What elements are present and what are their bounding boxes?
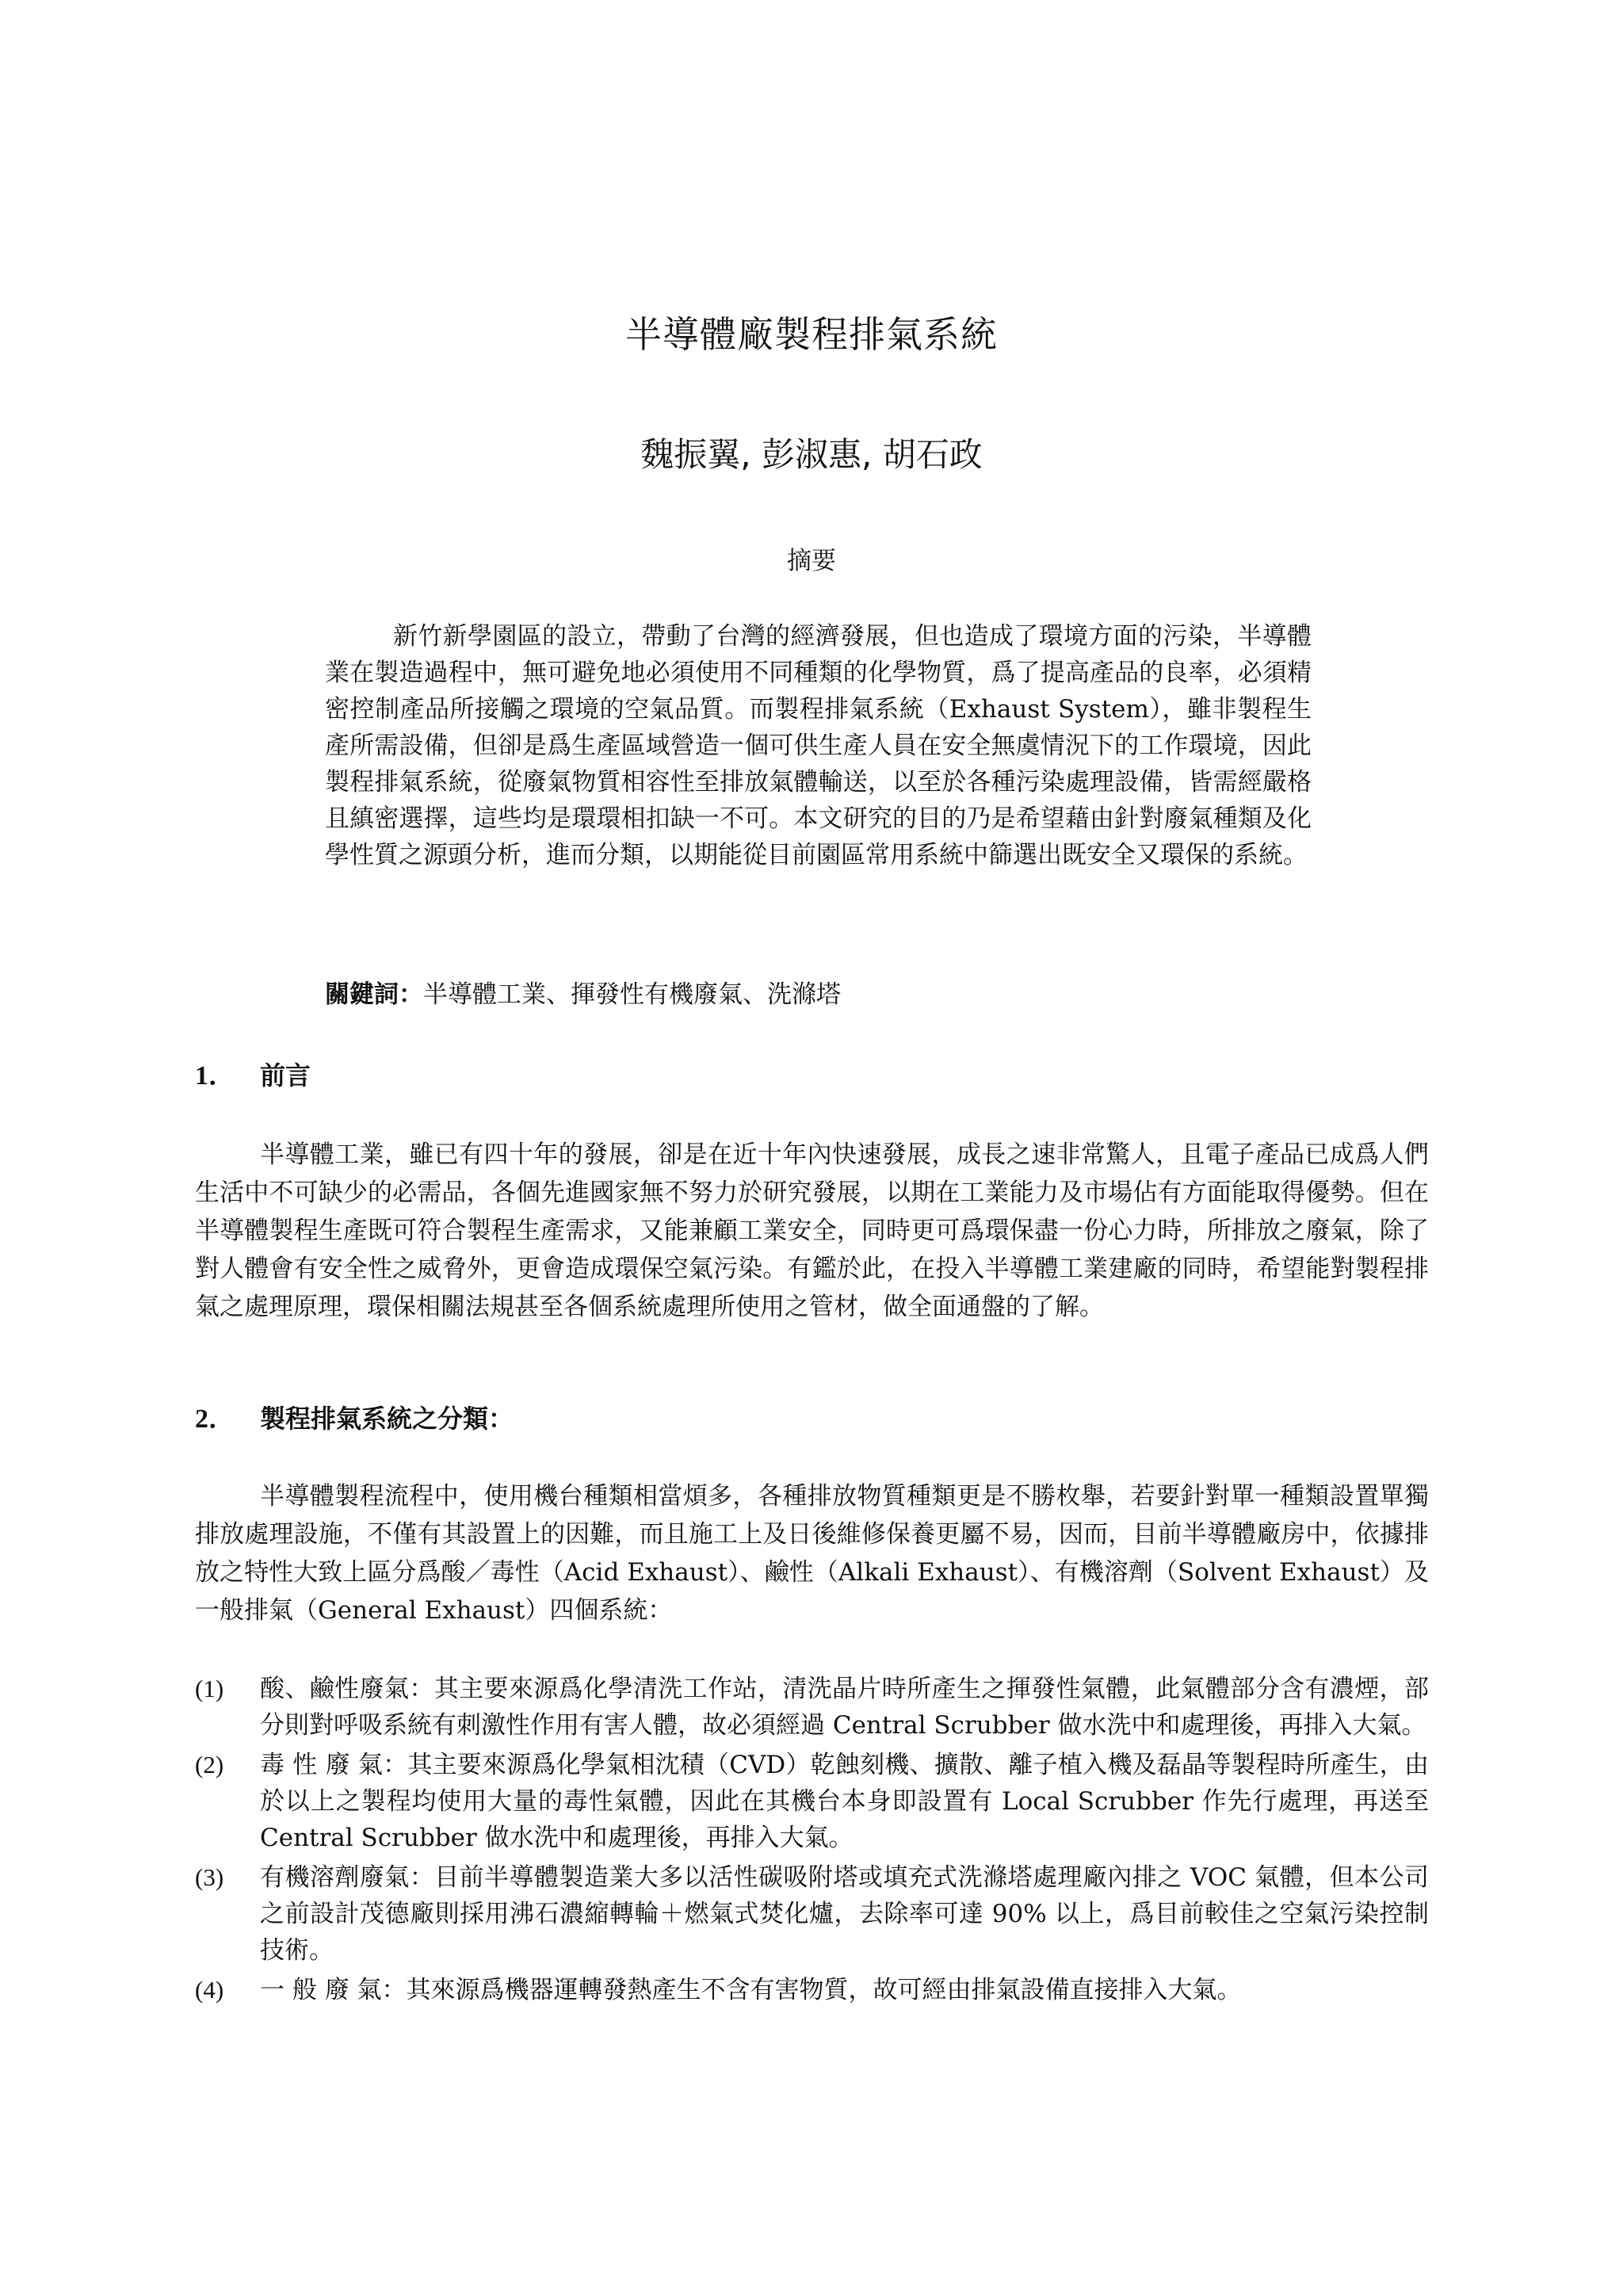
list-item (195, 1747, 1429, 1856)
list-marker: (1) (195, 1675, 224, 1702)
list-item-text: 毒 性 廢 氣：其主要來源爲化學氣相沈積（CVD）乾蝕刻機、擴散、離子植入機及磊晶等製程時所產生，由於以上之製程均使用大量的毒性氣體，因此在其機台本身即設置有 Local Scrubber 作先行處理，再送至 Central Scrubber 做水洗中和處理後，再排入大氣。 (260, 1751, 1429, 1852)
list-item-text: 酸、鹼性廢氣：其主要來源爲化學清洗工作站，清洗晶片時所產生之揮發性氣體，此氣體部分含有濃煙，部分則對呼吸系統有刺激性作用有害人體，故必須經過 Central Scrubber 做水洗中和處理後，再排入大氣。 (260, 1675, 1429, 1740)
section-1-paragraph: 半導體工業，雖已有四十年的發展，卻是在近十年內快速發展，成長之速非常驚人，且電子產品已成爲人們生活中不可缺少的必需品，各個先進國家無不努力於研究發展，以期在工業能力及市場佔有方面能取得優勢。但在半導體製程生產既可符合製程生產需求，又能兼顧工業安全，同時更可爲環保盡一份心力時，所排放之廢氣，除了對人體會有安全性之威脅外，更會造成環保空氣污染。有鑑於此，在投入半導體工業建廠的同時，希望能對製程排氣之處理原理，環保相關法規甚至各個系統處理所使用之管材，做全面通盤的了解。 (195, 1140, 1429, 1321)
list-marker: (2) (195, 1751, 224, 1778)
list-item-text: 有機溶劑廢氣：目前半導體製造業大多以活性碳吸附塔或填充式洗滌塔處理廠內排之 VOC 氣體，但本公司之前設計茂德廠則採用沸石濃縮轉輪＋燃氣式焚化爐，去除率可達 90% 以上，爲目前較佳之空氣污染控制技術。 (260, 1863, 1429, 1965)
exhaust-type-list (195, 1671, 1429, 2011)
list-item-text: 一 般 廢 氣：其來源爲機器運轉發熱產生不含有害物質，故可經由排氣設備直接排入大氣。 (260, 1976, 1242, 2004)
paper-title: 半導體廠製程排氣系統 (625, 313, 998, 356)
keywords-label: 關鍵詞： (325, 980, 423, 1009)
list-marker: (3) (195, 1863, 224, 1891)
section-1-title: 前言 (260, 1060, 311, 1091)
author-list: 魏振翼, 彭淑惠, 胡石政 (640, 435, 983, 474)
keywords-text: 半導體工業、揮發性有機廢氣、洗滌塔 (423, 980, 841, 1009)
list-item (195, 1859, 1429, 1969)
section-1-number: 1． (195, 1061, 235, 1091)
section-2-heading (195, 1401, 514, 1437)
list-marker: (4) (195, 1976, 224, 2004)
list-item (195, 1972, 1429, 2008)
keywords-line (325, 977, 841, 1012)
section-2-number: 2． (195, 1404, 235, 1434)
section-2-paragraph: 半導體製程流程中，使用機台種類相當煩多，各種排放物質種類更是不勝枚舉，若要針對單一種類設置單獨排放處理設施，不僅有其設置上的因難，而且施工上及日後維修保養更屬不易，因而，目前半導體廠房中，依據排放之特性大致上區分爲酸／毒性（Acid Exhaust）、鹼性（Alkali Exhaust）、有機溶劑（Solvent Exhaust）及一般排氣（General Exhaust）四個系統： (195, 1482, 1429, 1625)
list-item (195, 1671, 1429, 1744)
section-1-heading (195, 1058, 311, 1094)
abstract-heading: 摘要 (787, 547, 836, 575)
section-2-title: 製程排氣系統之分類： (260, 1404, 514, 1434)
abstract-paragraph: 新竹新學園區的設立，帶動了台灣的經濟發展，但也造成了環境方面的污染，半導體業在製造過程中，無可避免地必須使用不同種類的化學物質，爲了提高產品的良率，必須精密控制產品所接觸之環境的空氣品質。而製程排氣系統（Exhaust System），雖非製程生產所需設備，但卻是爲生產區域營造一個可供生產人員在安全無虞情況下的工作環境，因此製程排氣系統，從廢氣物質相容性至排放氣體輸送，以至於各種污染處理設備，皆需經嚴格且縝密選擇，這些均是環環相扣缺一不可。本文研究的目的乃是希望藉由針對廢氣種類及化學性質之源頭分析，進而分類，以期能從目前園區常用系統中篩選出既安全又環保的系統。 (325, 622, 1312, 869)
